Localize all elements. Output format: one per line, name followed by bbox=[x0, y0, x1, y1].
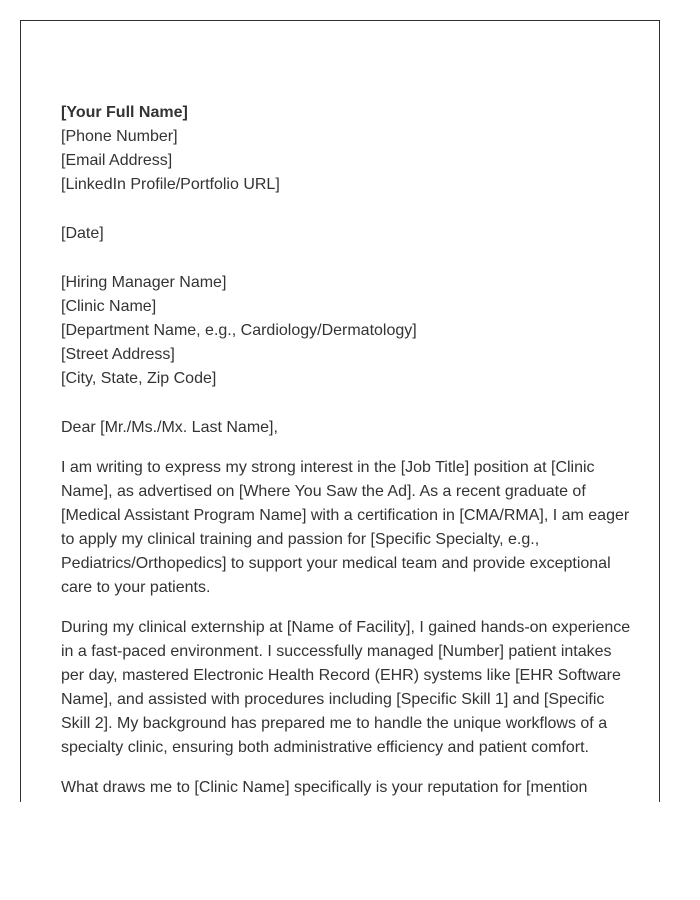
sender-block bbox=[61, 101, 631, 197]
body-paragraph-3: What draws me to [Clinic Name] specifically is your reputation for [mention bbox=[61, 779, 588, 796]
letter-date: [Date] bbox=[61, 225, 104, 242]
salutation bbox=[61, 416, 631, 440]
document-page bbox=[20, 20, 660, 802]
sender-name: [Your Full Name] bbox=[61, 104, 188, 121]
body-paragraph-2: During my clinical externship at [Name of Facility], I gained hands-on experience in a fast-paced environment. I successfully managed [Number] patient intakes per day, mastered Electronic Health Record (EHR) systems like [EHR Software Name], and assisted with procedures including [Specific Skill 1] and [Specific Skill 2]. My background has prepared me to handle the unique workflows of a specialty clinic, ensuring both administrative efficiency and patient comfort. bbox=[61, 619, 631, 756]
recipient-street: [Street Address] bbox=[61, 346, 175, 363]
sender-email: [Email Address] bbox=[61, 152, 173, 169]
recipient-hiring-manager: [Hiring Manager Name] bbox=[61, 274, 227, 291]
recipient-block bbox=[61, 271, 631, 391]
body-paragraph-1: I am writing to express my strong interest in the [Job Title] position at [Clinic Name], as advertised on [Where You Saw the Ad]. As a recent graduate of [Medical Assistant Program Name] with a certification in [CMA/RMA], I am eager to apply my clinical training and passion for [Specific Specialty, e.g., Pediatrics/Orthopedics] to support your medical team and provide exceptional care to your patients. bbox=[61, 459, 630, 596]
cover-letter bbox=[61, 101, 631, 800]
sender-phone: [Phone Number] bbox=[61, 128, 178, 145]
recipient-department: [Department Name, e.g., Cardiology/Dermatology] bbox=[61, 322, 417, 339]
recipient-city: [City, State, Zip Code] bbox=[61, 370, 217, 387]
salutation-text: Dear [Mr./Ms./Mx. Last Name], bbox=[61, 419, 278, 436]
date-block bbox=[61, 222, 631, 246]
sender-linkedin: [LinkedIn Profile/Portfolio URL] bbox=[61, 176, 280, 193]
recipient-clinic: [Clinic Name] bbox=[61, 298, 157, 315]
